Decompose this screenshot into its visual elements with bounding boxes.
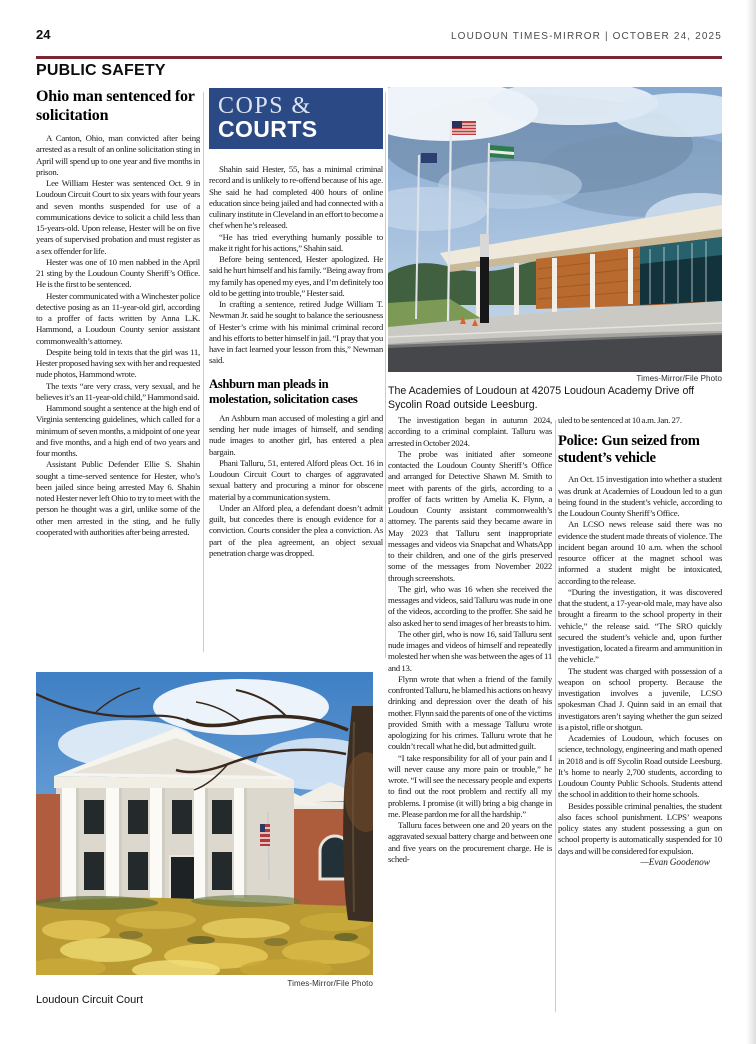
paragraph: A Canton, Ohio, man convicted after being arrested as a result of an online solicitation sting in April will spend up to one year and five months in prison. <box>36 133 200 177</box>
column <box>628 249 633 304</box>
us-flag <box>452 121 476 135</box>
article-column-4 <box>558 415 722 1029</box>
paragraph: Hester was one of 10 men nabbed in the April 21 sting by the Loudoun County Sheriff’s Office. He is the first to be sentenced. <box>36 256 200 290</box>
column-divider <box>555 420 556 1012</box>
page-edge-shadow <box>746 0 756 1044</box>
paragraph: In crafting a sentence, retired Judge William T. Newman Jr. said he sought to balance the seriousness of Hester’s crime with his minimal criminal record and his efforts to better himself in jail. “I pray that you have in fact learned your lesson from this,” Newman said. <box>209 299 383 366</box>
article-ashburn-column-3 <box>388 415 552 1021</box>
byline-evan-goodenow: —Evan Goodenow <box>640 857 710 868</box>
courthouse-photo-illustration <box>36 672 373 975</box>
entry-door <box>170 856 196 900</box>
paragraph: Flynn wrote that when a friend of the family confronted Talluru, he blamed his actions on heavy drinking and depression over the death of his mother. Flynn said the parents of one of the victims provided Smith with a message Talluru wrote apologizing for his crimes. Talluru wrote that he couldn’t recall what he did, but admitted guilt. <box>388 673 552 752</box>
grass-patch <box>36 896 158 910</box>
article-ohio-body-col1 <box>36 133 200 538</box>
paragraph: The student was charged with possession of a weapon on school property. Because the investigation involves a juvenile, LCSO spokesman Chad J. Quinn said in an email that investigators aren’t saying whether the gun seized is a pistol, rifle or shotgun. <box>558 665 722 732</box>
paragraph: The probe was initiated after someone contacted the Loudoun County Sheriff’s Office and arranged for Detective Shawn M. Smith to meet with parents of the girls, according to a proffer of facts written by Amelia K. Flynn, a Loudoun County assistant commonwealth’s attorney. The parents said they became aware in May 2023 that Talluru sent inappropriate messages and videos via Snapchat and WhatsApp to their children, and one of the girls preserved some of the messages from November 2022 through screenshots. <box>388 448 552 583</box>
paragraph: Academies of Loudoun, which focuses on science, technology, engineering and math opened in 2018 and is off Sycolin Road outside Leesburg. It’s home to nearly 2,700 students, according to Loudoun County Public Schools. Students attend the school in addition to their home schools. <box>558 733 722 800</box>
us-flag <box>260 824 270 846</box>
headline-ohio-man-sentenced: Ohio man sentenced for solicitation <box>36 88 195 124</box>
article-ohio-body-col2 <box>209 164 383 367</box>
photo-academies-of-loudoun <box>388 87 722 372</box>
paragraph: The other girl, who is now 16, said Talluru sent nude images and videos of himself and repeatedly molested her when she was between the ages of 11 and 13. <box>388 628 552 673</box>
section-title: PUBLIC SAFETY <box>36 62 166 79</box>
paragraph: Under an Alford plea, a defendant doesn’t admit guilt, but concedes there is enough evidence for a conviction. Courts consider the plea a conviction. As part of the plea agreement, an object sexual penetration charge was dropped. <box>209 502 383 558</box>
headline-ashburn-man-pleads: Ashburn man pleads in molestation, solicitation cases <box>209 376 358 406</box>
photo-caption-academies: The Academies of Loudoun at 42075 Loudoun Academy Drive off Sycolin Road outside Leesburg. <box>388 385 695 411</box>
column <box>590 254 595 309</box>
paragraph: Assistant Public Defender Ellie S. Shahin sought a time-served sentence for Hester, who’s been jailed since being arrested May 6. Shahin noted Hester never left Ohio to try to meet with the person he thought was a girl, unlike some of the other men arrested in the sting, and he fully cooperated with authorities after being arrested. <box>36 459 200 537</box>
paragraph: The texts “are very crass, very sexual, and he believes it’s an 11-year-old child,” Hammond said. <box>36 380 200 402</box>
paragraph: Hester communicated with a Winchester police detective posing as an 11-year-old girl, according to a proffer of facts written by Anna L.K. Hammond, a Loudoun County senior assistant commonwealth’s attorney. <box>36 290 200 346</box>
grass-patch <box>191 895 301 907</box>
header-rule <box>36 56 722 59</box>
column-divider <box>385 92 386 658</box>
paragraph: Talluru faces between one and 20 years on the aggravated sexual battery charge and between one and five years on the procurement charge. He is sched- <box>388 820 552 864</box>
article-ashburn-body-col3 <box>388 415 552 865</box>
paragraph: The investigation began in autumn 2024, according to a criminal complaint. Talluru was arrested in October 2024. <box>388 415 552 448</box>
article-ohio-column-1 <box>36 88 200 660</box>
bollard-top <box>480 234 489 259</box>
cloud <box>438 161 582 209</box>
paragraph: “He has tried everything humanly possible to make it right for his actions,” Shahin said. <box>209 231 383 253</box>
paragraph: “During the investigation, it was discovered that the student, a 17-year-old male, may have also brought a firearm to the school property in their vehicle,” the release said. “The SRO quickly secured the student’s vehicle and, upon further investigation, located a firearm and ammunition in the vehicle.” <box>558 586 722 665</box>
bollard <box>480 257 489 323</box>
column-divider <box>203 92 204 652</box>
green-flag <box>490 145 514 159</box>
cops-and-courts-banner <box>209 88 383 149</box>
cops-banner-line1: COPS & <box>218 93 312 119</box>
page-number: 24 <box>36 27 51 42</box>
article-column-2 <box>209 164 383 666</box>
blue-flag <box>421 153 437 163</box>
photo-credit-court: Times-Mirror/File Photo <box>287 979 373 988</box>
cloud <box>153 679 329 735</box>
paragraph: Besides possible criminal penalties, the student also faces school punishment. LCPS’ weapons policy states any student possessing a gun on school property is automatically suspended for 10 days and will be considered for expulsion. <box>558 800 722 856</box>
paragraph: Before being sentenced, Hester apologized. He said he hurt himself and his family. “Being away from my family has opened my eyes, and I’m definitely too old to be getting into trouble,” Hester said. <box>209 254 383 298</box>
article-ashburn-body-col2 <box>209 413 383 559</box>
paragraph: Despite being told in texts that the girl was 11, Hester proposed having sex with her and requested nude photos, Hammond wrote. <box>36 346 200 380</box>
paragraph: An LCSO news release said there was no evidence the student made threats of violence. The incident began around 10 a.m. when the school resource officer at the magnet school was informed a student might be intoxicated, according to the release. <box>558 519 722 586</box>
masthead: LOUDOUN TIMES-MIRROR | OCTOBER 24, 2025 <box>450 31 722 42</box>
article-gun-body <box>558 474 722 857</box>
column <box>514 263 519 321</box>
paragraph: Shahin said Hester, 55, has a minimal criminal record and is unlikely to re-offend because of his age. She said he had completed 400 hours of online education since being jailed and had connected with a culinary institute in Cleveland in an effort to become a chef when he’s released. <box>209 164 383 231</box>
paragraph: Lee William Hester was sentenced Oct. 9 in Loudoun Circuit Court to six years with four years and seven months suspended for use of a communications device to solicit a child less than 15-years-old. Upon release, Hester will be on five years of supervised probation and must register as a sex offender for life. <box>36 178 200 256</box>
paragraph: “I take responsibility for all of your pain and I will never cause any more pain or trouble,” he wrote. “I will see the necessary people and experts to find out the root problem and rectify all my problems. I promise (it will) bring a big change in me. Please pardon me for all the hardship.” <box>388 752 552 819</box>
article-ashburn-continuation: uled to be sentenced at 10 a.m. Jan. 27. <box>558 415 682 425</box>
paragraph: Hammond sought a sentence at the high end of Virginia sentencing guidelines, which called for a minimum of seven months, a midpoint of one year and five months, and a high end of two years and four months. <box>36 403 200 458</box>
photo-credit-academies: Times-Mirror/File Photo <box>636 374 722 383</box>
photo-loudoun-circuit-court <box>36 672 373 975</box>
paragraph: The girl, who was 16 when she received the messages and videos, said Talluru was nude in one of the videos, according to the proffer. She said he also asked her to send images of her breasts to him. <box>388 583 552 628</box>
photo-caption-court: Loudoun Circuit Court <box>36 994 144 1006</box>
paragraph: An Oct. 15 investigation into whether a student was drunk at Academies of Loudoun led to a gun being found in the student’s vehicle, according to the Loudoun County Sheriff’s Office. <box>558 474 722 518</box>
brick-left <box>36 794 60 912</box>
academies-photo-illustration <box>388 87 722 372</box>
column <box>552 258 557 315</box>
paragraph: An Ashburn man accused of molesting a girl and sending her nude images of himself, and sending nude images to another girl, has entered a plea bargain. <box>209 412 383 457</box>
headline-police-gun-seized: Police: Gun seized from student’s vehicle <box>558 433 700 467</box>
paragraph: Phani Talluru, 51, entered Alford pleas Oct. 16 in Loudoun Circuit Court to charges of aggravated sexual battery and procuring a minor for obscene material by a communication system. <box>209 457 383 502</box>
cops-banner-line2: COURTS <box>218 116 318 142</box>
